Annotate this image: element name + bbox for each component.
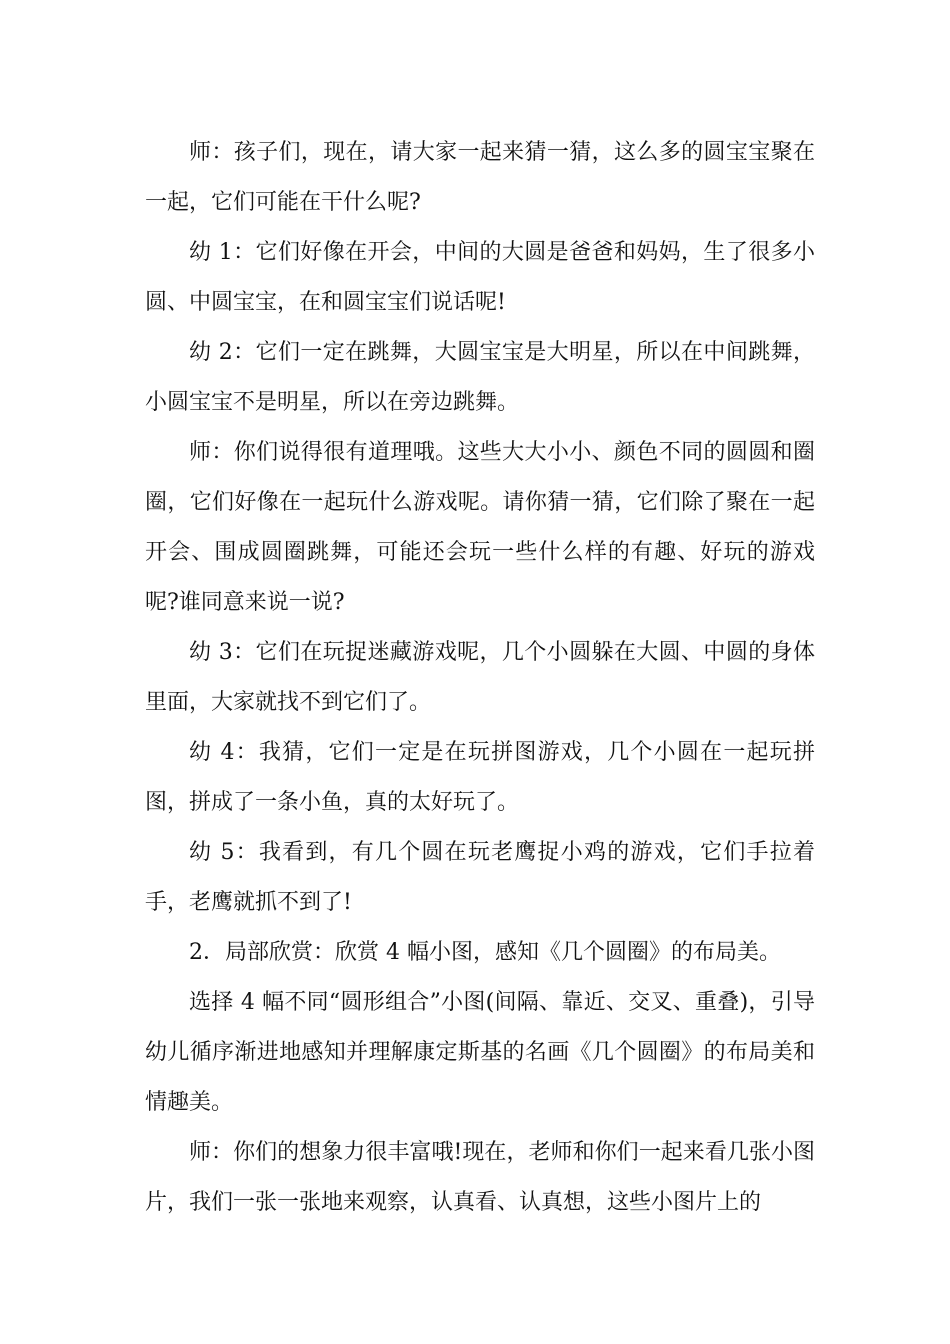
paragraph-teacher-observation: 师：你们的想象力很丰富哦!现在，老师和你们一起来看几张小图片，我们一张一张地来观察，认真看、认真想，这些小图片上的 (145, 1140, 815, 1215)
paragraph-child-3: 幼 3：它们在玩捉迷藏游戏呢，几个小圆躲在大圆、中圆的身体里面，大家就找不到它们了。 (145, 640, 815, 715)
paragraph-child-4: 幼 4：我猜，它们一定是在玩拼图游戏，几个小圆在一起玩拼图，拼成了一条小鱼，真的太好玩了。 (145, 740, 815, 815)
paragraph-child-2: 幼 2：它们一定在跳舞，大圆宝宝是大明星，所以在中间跳舞，小圆宝宝不是明星，所以在旁边跳舞。 (145, 340, 815, 415)
paragraph-teacher-prompt: 师：你们说得很有道理哦。这些大大小小、颜色不同的圆圆和圈圈，它们好像在一起玩什么游戏呢。请你猜一猜，它们除了聚在一起开会、围成圆圈跳舞，可能还会玩一些什么样的有趣、好玩的游戏呢?谁同意来说一说? (145, 440, 815, 615)
paragraph-section-heading: 2．局部欣赏：欣赏 4 幅小图，感知《几个圆圈》的布局美。 (189, 940, 781, 965)
paragraph-child-1: 幼 1：它们好像在开会，中间的大圆是爸爸和妈妈，生了很多小圆、中圆宝宝，在和圆宝宝们说话呢! (145, 240, 815, 315)
paragraph-activity-description: 选择 4 幅不同“圆形组合”小图(间隔、靠近、交叉、重叠)，引导幼儿循序渐进地感知并理解康定斯基的名画《几个圆圈》的布局美和情趣美。 (145, 990, 815, 1115)
paragraph-child-5: 幼 5：我看到，有几个圆在玩老鹰捉小鸡的游戏，它们手拉着手，老鹰就抓不到了! (145, 840, 815, 915)
document-body (145, 128, 815, 1228)
paragraph-teacher-question: 师：孩子们，现在，请大家一起来猜一猜，这么多的圆宝宝聚在一起，它们可能在干什么呢? (145, 140, 815, 215)
